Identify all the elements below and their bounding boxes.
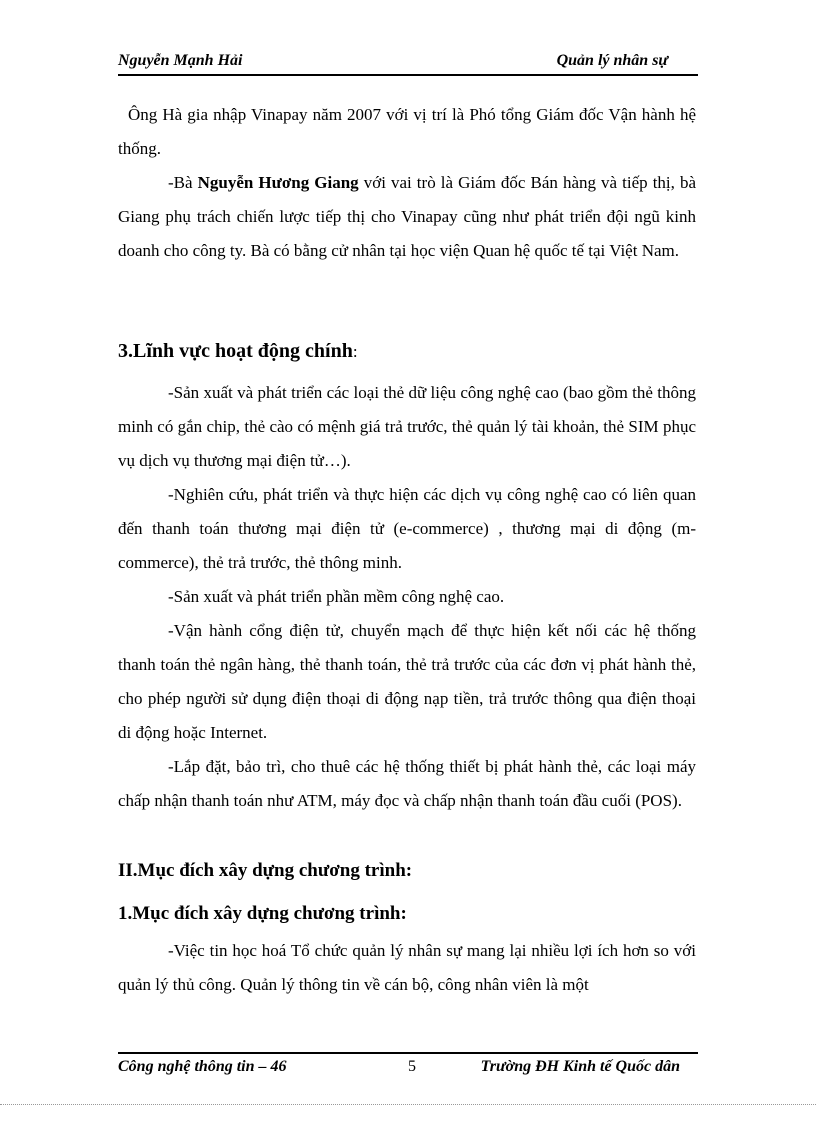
intro-paragraph-2 <box>118 166 696 268</box>
page-break-line <box>0 1104 816 1105</box>
section-1-body <box>118 934 696 1002</box>
intro-paragraph-1: Ông Hà gia nhập Vinapay năm 2007 với vị trí là Phó tổng Giám đốc Vận hành hệ thống. <box>118 105 696 158</box>
section-3-heading <box>118 340 358 363</box>
header-title: Quản lý nhân sự <box>556 52 668 69</box>
section-3-heading-text: 3.Lĩnh vực hoạt động chính <box>118 340 353 362</box>
intro-p2-prefix: -Bà <box>168 173 198 192</box>
header-author: Nguyễn Mạnh Hải <box>118 52 243 69</box>
page-header <box>118 52 698 76</box>
section-1-heading: 1.Mục đích xây dựng chương trình: <box>118 903 407 924</box>
section-1-paragraph: -Việc tin học hoá Tổ chức quản lý nhân sự mang lại nhiều lợi ích hơn so với quản lý thủ công. Quản lý thông tin về cán bộ, công nhân viên là một <box>118 941 696 994</box>
footer-university: Trường ĐH Kinh tế Quốc dân <box>480 1058 680 1075</box>
intro-block <box>118 98 696 268</box>
section-II-heading: II.Mục đích xây dựng chương trình: <box>118 860 413 881</box>
intro-p2-rest: với vai trò là Giám đốc Bán hàng và tiếp thị, bà Giang phụ trách chiến lược tiếp thị cho Vinapay cũng như phát triển đội ngũ kinh doanh cho công ty. Bà có bằng cử nhân tại học viện Quan hệ quốc tế tại Việt Nam. <box>118 173 696 260</box>
list-item: -Sản xuất và phát triển các loại thẻ dữ liệu công nghệ cao (bao gồm thẻ thông minh có gắn chip, thẻ cào có mệnh giá trả trước, thẻ quản lý tài khoản, thẻ SIM phục vụ dịch vụ thương mại điện tử…). <box>118 383 696 470</box>
list-item: -Nghiên cứu, phát triển và thực hiện các dịch vụ công nghệ cao có liên quan đến thanh toán thương mại điện tử (e-commerce) , thương mại di động (m-commerce), thẻ trả trước, thẻ thông minh. <box>118 485 696 572</box>
person-name: Nguyễn Hương Giang <box>197 173 359 192</box>
list-item: -Vận hành cổng điện tử, chuyển mạch để thực hiện kết nối các hệ thống thanh toán thẻ ngân hàng, thẻ thanh toán, thẻ trả trước của các đơn vị phát hành thẻ, cho phép người sử dụng điện thoại di động nạp tiền, trả trước thông qua điện thoại di động hoặc Internet. <box>118 621 696 742</box>
section-3-body <box>118 376 696 818</box>
page-number: 5 <box>408 1058 416 1075</box>
footer-department: Công nghệ thông tin – 46 <box>118 1058 287 1075</box>
section-3-heading-colon: : <box>352 342 358 361</box>
list-item: -Lắp đặt, bảo trì, cho thuê các hệ thống thiết bị phát hành thẻ, các loại máy chấp nhận thanh toán như ATM, máy đọc và chấp nhận thanh toán đầu cuối (POS). <box>118 757 696 810</box>
list-item: -Sản xuất và phát triển phần mềm công nghệ cao. <box>168 587 505 606</box>
page-footer <box>118 1052 698 1078</box>
